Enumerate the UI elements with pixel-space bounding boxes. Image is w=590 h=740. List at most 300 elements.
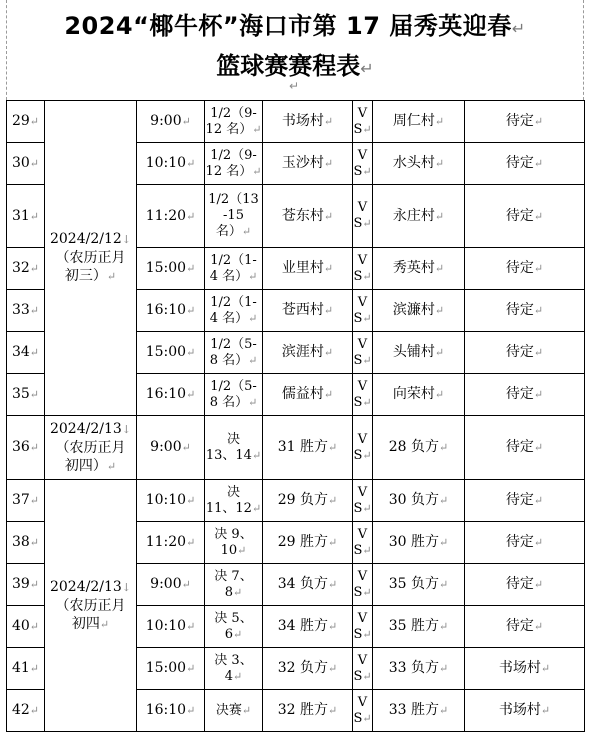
paragraph-mark-icon: ↵ <box>533 388 544 401</box>
vs-cell <box>353 648 373 690</box>
result-cell <box>465 416 585 480</box>
team-a: 31 胜方 <box>277 439 329 455</box>
paragraph-mark-icon: ↵ <box>248 353 258 367</box>
vs-letter <box>353 395 372 411</box>
paragraph-mark-icon: ↵ <box>241 225 252 238</box>
vs-letter <box>353 216 372 232</box>
match-number: 29 <box>11 113 30 129</box>
team-b: 滨濂村 <box>392 302 435 318</box>
paragraph-mark-icon: ↵ <box>106 459 117 473</box>
round-cell <box>205 248 263 290</box>
team-a-cell <box>263 522 353 564</box>
round-text: 4 名） <box>209 310 249 326</box>
match-number-cell <box>7 690 45 732</box>
match-time: 10:10 <box>145 618 187 634</box>
vs-text: V <box>357 526 368 542</box>
match-time: 16:10 <box>145 302 187 318</box>
round-cell <box>205 143 263 185</box>
paragraph-mark-icon: ↵ <box>533 620 544 633</box>
paragraph-mark-icon: ↵ <box>439 662 449 675</box>
round-text: 1/2（9- <box>210 147 257 163</box>
vs-letter <box>353 106 372 122</box>
paragraph-mark-icon: ↵ <box>233 669 243 683</box>
paragraph-mark-icon: ↵ <box>248 395 258 409</box>
vs-text: S <box>353 352 363 368</box>
vs-text: V <box>357 252 368 268</box>
team-a: 业里村 <box>281 260 324 276</box>
vs-text: S <box>353 121 363 137</box>
round-line <box>205 379 262 395</box>
round-line <box>205 669 262 685</box>
round-line <box>205 122 262 138</box>
team-a-cell <box>263 143 353 185</box>
result-cell <box>465 290 585 332</box>
vs-letter <box>353 711 372 727</box>
paragraph-mark-icon: ↵ <box>323 115 334 128</box>
result-cell <box>465 374 585 416</box>
match-time: 10:10 <box>145 155 187 171</box>
vs-letter <box>353 543 372 559</box>
vs-letter <box>353 200 372 216</box>
paragraph-mark-icon: ↵ <box>186 704 196 717</box>
team-b: 35 负方 <box>388 576 440 592</box>
time-cell <box>137 332 205 374</box>
paragraph-mark-icon: ↵ <box>328 620 338 633</box>
team-a-cell <box>263 480 353 522</box>
lunar-line <box>45 267 136 286</box>
line-break-icon: ↓ <box>121 233 131 246</box>
date-cell <box>45 480 137 732</box>
round-text: 决 9、 <box>214 526 253 542</box>
paragraph-mark-icon: ↵ <box>186 662 196 675</box>
result-cell <box>465 332 585 374</box>
paragraph-mark-icon: ↵ <box>106 270 117 283</box>
team-a-cell <box>263 564 353 606</box>
match-number: 42 <box>11 702 30 718</box>
match-number-cell <box>7 185 45 248</box>
title-line-1: 2024“椰牛杯”海口市第 17 届秀英迎春↵ <box>64 12 526 40</box>
vs-letter <box>353 527 372 543</box>
result-cell <box>465 690 585 732</box>
paragraph-mark-icon: ↵ <box>434 304 445 317</box>
match-number: 38 <box>11 534 30 550</box>
round-text: 12 名） <box>205 121 253 137</box>
match-number: 37 <box>11 492 30 508</box>
vs-letter <box>353 653 372 669</box>
lunar-date-text: 初四） <box>64 457 107 474</box>
team-b: 35 胜方 <box>388 618 440 634</box>
paragraph-mark-icon: ↵ <box>362 627 372 641</box>
paragraph-mark-icon: ↵ <box>186 304 196 317</box>
lunar-date-text: （农历正月 <box>55 439 126 456</box>
result-cell <box>465 143 585 185</box>
match-number: 39 <box>11 576 30 592</box>
round-line <box>205 208 262 224</box>
round-line <box>205 501 262 517</box>
team-b-cell <box>373 690 465 732</box>
team-a-cell <box>263 648 353 690</box>
team-a: 34 胜方 <box>277 618 329 634</box>
match-number: 31 <box>11 207 30 224</box>
team-b: 向荣村 <box>392 386 435 402</box>
paragraph-mark-icon: ↵ <box>186 157 196 170</box>
team-b-cell <box>373 332 465 374</box>
paragraph-mark-icon: ↵ <box>439 704 449 717</box>
match-number-cell <box>7 101 45 143</box>
vs-cell <box>353 248 373 290</box>
paragraph-mark-icon: ↵ <box>533 578 544 591</box>
time-cell <box>137 248 205 290</box>
vs-text: S <box>353 626 363 642</box>
round-text: 10 <box>220 542 238 558</box>
result: 书场村 <box>498 702 541 718</box>
team-a: 苍西村 <box>281 302 324 318</box>
team-b-cell <box>373 248 465 290</box>
round-line <box>205 148 262 164</box>
team-b-cell <box>373 290 465 332</box>
time-cell <box>137 143 205 185</box>
paragraph-mark-icon: ↵ <box>533 441 544 454</box>
round-text: 11、12 <box>205 500 252 516</box>
vs-text: V <box>357 200 368 215</box>
vs-letter <box>353 485 372 501</box>
paragraph-mark-icon: ↵ <box>362 122 372 136</box>
paragraph-mark-icon: ↵ <box>29 157 40 170</box>
team-b-cell <box>373 480 465 522</box>
match-number-cell <box>7 648 45 690</box>
vs-cell <box>353 480 373 522</box>
team-a-cell <box>263 248 353 290</box>
team-a: 苍东村 <box>281 207 324 224</box>
paragraph-mark-icon: ↵ <box>186 346 196 359</box>
round-line <box>205 253 262 269</box>
date-text: 2024/2/12 <box>49 231 122 247</box>
vs-cell <box>353 332 373 374</box>
paragraph-mark-icon: ↵ <box>533 536 544 549</box>
paragraph-mark-icon: ↵ <box>533 346 544 359</box>
vs-cell <box>353 690 373 732</box>
paragraph-mark-icon: ↵ <box>29 704 40 717</box>
round-line <box>205 395 262 411</box>
round-text: 1/2（1- <box>210 252 257 268</box>
vs-letter <box>353 585 372 601</box>
round-text: 1/2（9- <box>210 105 257 121</box>
team-a: 29 胜方 <box>277 534 329 550</box>
vs-cell <box>353 564 373 606</box>
match-time: 11:20 <box>145 207 187 224</box>
paragraph-mark-icon: ↵ <box>251 501 262 515</box>
team-b-cell <box>373 101 465 143</box>
round-text: 决赛 <box>215 702 242 718</box>
team-b: 水头村 <box>392 155 435 171</box>
result: 待定 <box>505 534 534 550</box>
paragraph-mark-icon: ↵ <box>248 311 258 325</box>
table-row <box>7 480 585 522</box>
paragraph-mark-icon: ↵ <box>29 304 40 317</box>
vs-text: S <box>353 216 363 231</box>
team-b: 永庄村 <box>392 207 435 224</box>
match-time: 9:00 <box>150 113 182 129</box>
match-time: 15:00 <box>145 260 187 276</box>
round-line <box>205 627 262 643</box>
result: 待定 <box>505 618 534 634</box>
round-cell <box>205 374 263 416</box>
team-b-cell <box>373 648 465 690</box>
round-text: 决 <box>226 431 240 447</box>
team-b: 30 负方 <box>388 492 440 508</box>
vs-letter <box>353 627 372 643</box>
paragraph-mark-icon: ↵ <box>362 585 372 599</box>
round-text: 决 <box>226 484 240 500</box>
paragraph-mark-icon: ↵ <box>186 388 196 401</box>
round-line <box>205 703 262 719</box>
round-text: 4 <box>224 668 234 684</box>
time-cell <box>137 290 205 332</box>
vs-letter <box>353 379 372 395</box>
round-line <box>205 106 262 122</box>
match-number-cell <box>7 290 45 332</box>
result-cell <box>465 606 585 648</box>
result-cell <box>465 564 585 606</box>
paragraph-mark-icon: ↵ <box>533 157 544 170</box>
paragraph-mark-icon: ↵ <box>289 79 300 93</box>
paragraph-mark-icon: ↵ <box>252 122 262 136</box>
paragraph-mark-icon: ↵ <box>241 703 252 717</box>
match-time: 15:00 <box>145 660 187 676</box>
vs-letter <box>353 148 372 164</box>
round-line <box>205 448 262 464</box>
lunar-date-text: （农历正月 <box>55 597 126 614</box>
team-b-cell <box>373 185 465 248</box>
paragraph-mark-icon: ↵ <box>328 704 338 717</box>
round-cell <box>205 290 263 332</box>
date-cell <box>45 416 137 480</box>
team-a: 书场村 <box>281 113 324 129</box>
match-time: 15:00 <box>145 344 187 360</box>
vs-cell <box>353 522 373 564</box>
team-b: 28 负方 <box>388 439 440 455</box>
round-line <box>205 269 262 285</box>
vs-text: V <box>357 610 368 626</box>
result: 书场村 <box>498 660 541 676</box>
paragraph-mark-icon: ↵ <box>434 388 445 401</box>
match-time: 11:20 <box>145 534 187 550</box>
vs-letter <box>353 164 372 180</box>
result: 待定 <box>505 260 534 276</box>
table-row <box>7 416 585 480</box>
paragraph-mark-icon: ↵ <box>328 441 338 454</box>
match-number-cell <box>7 480 45 522</box>
paragraph-mark-icon: ↵ <box>434 209 445 223</box>
team-a: 儒益村 <box>281 386 324 402</box>
vs-cell <box>353 185 373 248</box>
round-text: 8 <box>224 584 234 600</box>
paragraph-mark-icon: ↵ <box>362 711 372 725</box>
match-number: 40 <box>11 618 30 634</box>
vs-letter <box>353 569 372 585</box>
vs-text: V <box>357 431 368 447</box>
paragraph-mark-icon: ↵ <box>328 536 338 549</box>
paragraph-mark-icon: ↵ <box>186 494 196 507</box>
team-a: 32 负方 <box>277 660 329 676</box>
paragraph-mark-icon: ↵ <box>323 304 334 317</box>
round-text: 1/2（5- <box>210 336 257 352</box>
paragraph-mark-icon: ↵ <box>540 662 551 675</box>
paragraph-mark-icon: ↵ <box>439 441 449 454</box>
paragraph-mark-icon: ↵ <box>328 578 338 591</box>
team-a-cell <box>263 332 353 374</box>
paragraph-mark-icon: ↵ <box>362 353 372 367</box>
team-a-cell <box>263 374 353 416</box>
lunar-date-text: （农历正月 <box>55 250 126 266</box>
round-cell <box>205 185 263 248</box>
paragraph-mark-icon: ↵ <box>29 115 40 128</box>
time-cell <box>137 374 205 416</box>
match-number-cell <box>7 564 45 606</box>
round-text: 8 名） <box>209 352 249 368</box>
match-number: 33 <box>11 302 30 318</box>
round-line <box>205 527 262 543</box>
lunar-date-text: 初三） <box>64 268 107 284</box>
match-time: 16:10 <box>145 386 187 402</box>
vs-letter <box>353 337 372 353</box>
vs-text: S <box>353 710 363 726</box>
round-cell <box>205 606 263 648</box>
paragraph-mark-icon: ↵ <box>362 395 372 409</box>
vs-letter <box>353 353 372 369</box>
paragraph-mark-icon: ↵ <box>237 543 247 557</box>
round-line <box>205 337 262 353</box>
lunar-line <box>45 597 136 615</box>
round-cell <box>205 101 263 143</box>
paragraph-mark-icon: ↵ <box>233 585 243 599</box>
paragraph-mark-icon: ↵ <box>251 448 262 462</box>
match-number: 35 <box>11 386 30 402</box>
match-number-cell <box>7 522 45 564</box>
paragraph-mark-icon: ↵ <box>181 578 191 591</box>
team-b: 30 胜方 <box>388 534 440 550</box>
vs-text: S <box>353 268 363 284</box>
vs-text: V <box>357 694 368 710</box>
paragraph-mark-icon: ↵ <box>29 209 40 223</box>
time-cell <box>137 101 205 143</box>
match-number: 30 <box>11 155 30 171</box>
result: 待定 <box>505 344 534 360</box>
round-text: 13、14 <box>205 447 252 463</box>
round-line <box>205 224 262 240</box>
vs-text: V <box>357 336 368 352</box>
time-cell <box>137 690 205 732</box>
team-b: 33 胜方 <box>388 702 440 718</box>
round-line <box>205 611 262 627</box>
line-break-icon: ↓ <box>121 422 131 436</box>
paragraph-mark-icon: ↵ <box>29 536 40 549</box>
paragraph-mark-icon: ↵ <box>434 262 445 275</box>
paragraph-mark-icon: ↵ <box>323 157 334 170</box>
lunar-line <box>45 457 136 476</box>
team-b-cell <box>373 606 465 648</box>
match-number-cell <box>7 248 45 290</box>
paragraph-mark-icon: ↵ <box>362 164 372 178</box>
vs-letter <box>353 253 372 269</box>
paragraph-mark-icon: ↵ <box>181 115 191 128</box>
time-cell <box>137 185 205 248</box>
lunar-line <box>45 615 136 634</box>
paragraph-mark-icon: ↵ <box>29 578 40 591</box>
round-cell <box>205 648 263 690</box>
round-cell <box>205 332 263 374</box>
round-line <box>205 543 262 559</box>
vs-text: V <box>357 378 368 394</box>
round-text: 8 名） <box>209 394 249 410</box>
paragraph-mark-icon: ↵ <box>533 304 544 317</box>
paragraph-mark-icon: ↵ <box>233 627 243 641</box>
vs-text: V <box>357 147 368 163</box>
team-a-cell <box>263 690 353 732</box>
paragraph-mark-icon: ↵ <box>439 536 449 549</box>
round-line <box>205 569 262 585</box>
vs-text: V <box>357 294 368 310</box>
result: 待定 <box>505 439 534 455</box>
vs-cell <box>353 606 373 648</box>
round-line <box>205 585 262 601</box>
time-cell <box>137 522 205 564</box>
vs-letter <box>353 448 372 464</box>
paragraph-mark-icon: ↵ <box>186 262 196 275</box>
paragraph-mark-icon: ↵ <box>29 494 40 507</box>
match-time: 16:10 <box>145 702 187 718</box>
paragraph-mark-icon: ↵ <box>186 536 196 549</box>
vs-text: S <box>353 310 363 326</box>
paragraph-mark-icon: ↵ <box>29 620 40 633</box>
time-cell <box>137 480 205 522</box>
vs-text: S <box>353 584 363 600</box>
paragraph-mark-icon: ↵ <box>533 115 544 128</box>
result: 待定 <box>505 207 534 224</box>
vs-text: S <box>353 668 363 684</box>
paragraph-mark-icon: ↵ <box>29 662 40 675</box>
result: 待定 <box>505 386 534 402</box>
paragraph-mark-icon: ↵ <box>323 262 334 275</box>
vs-text: S <box>353 542 363 558</box>
paragraph-mark-icon: ↵ <box>540 704 551 717</box>
result-cell <box>465 522 585 564</box>
result: 待定 <box>505 155 534 171</box>
time-cell <box>137 606 205 648</box>
vs-letter <box>353 669 372 685</box>
time-cell <box>137 564 205 606</box>
team-a-cell <box>263 606 353 648</box>
result-cell <box>465 101 585 143</box>
round-line <box>205 432 262 448</box>
vs-cell <box>353 101 373 143</box>
vs-text: S <box>353 163 363 179</box>
paragraph-mark-icon: ↵ <box>323 209 334 223</box>
vs-text: S <box>353 500 363 516</box>
paragraph-mark-icon: ↵ <box>362 543 372 557</box>
date-line <box>45 578 136 597</box>
paragraph-mark-icon: ↵ <box>533 262 544 275</box>
team-a-cell <box>263 101 353 143</box>
round-text: 决 3、 <box>214 652 253 668</box>
line-break-icon: ↓ <box>121 580 131 594</box>
paragraph-mark-icon: ↵ <box>511 19 526 38</box>
lunar-line <box>45 249 136 267</box>
team-b-cell <box>373 564 465 606</box>
paragraph-mark-icon: ↵ <box>186 209 196 223</box>
paragraph-mark-icon: ↵ <box>323 346 334 359</box>
vs-letter <box>353 695 372 711</box>
